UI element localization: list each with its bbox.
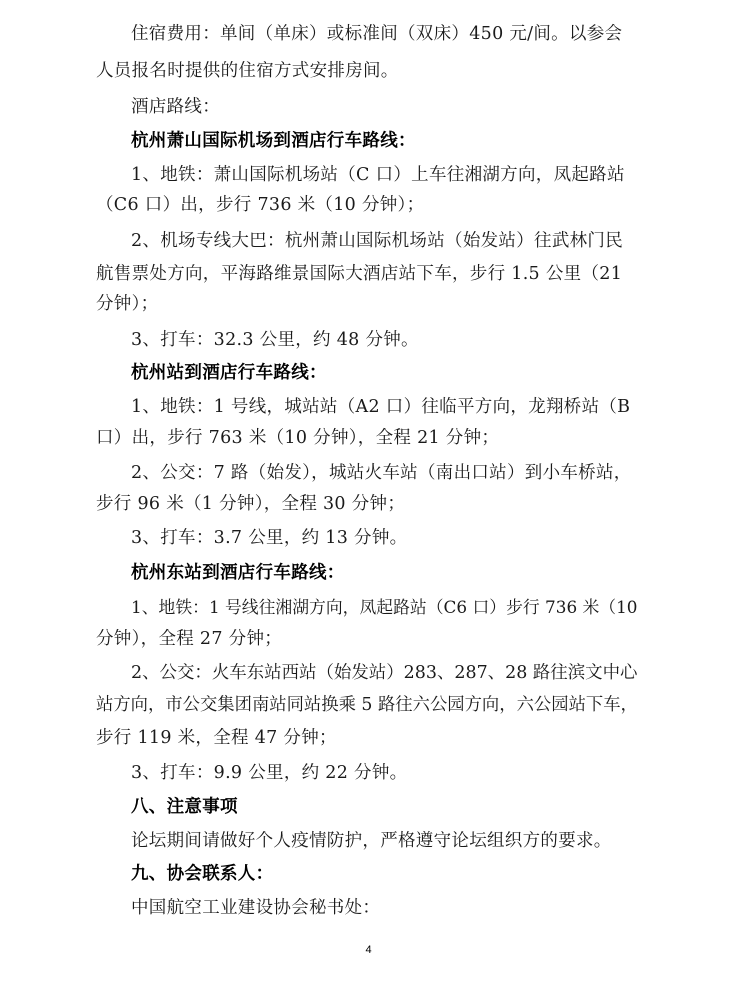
airport-route-shuttle-bus-cont: 航售票处方向，平海路维景国际大酒店站下车，步行 1.5 公里（21 bbox=[96, 264, 623, 284]
east-station-route-bus-cont2: 步行 119 米，全程 47 分钟； bbox=[96, 728, 337, 748]
station-route-bus-cont: 步行 96 米（1 分钟），全程 30 分钟； bbox=[96, 494, 406, 514]
section-heading-contacts: 九、协会联系人： bbox=[131, 864, 274, 884]
hotel-route-label: 酒店路线： bbox=[131, 97, 220, 117]
station-route-metro-cont: 口）出，步行 763 米（10 分钟），全程 21 分钟； bbox=[96, 428, 500, 448]
station-route-taxi: 3、打车：3.7 公里，约 13 分钟。 bbox=[131, 528, 408, 548]
east-station-route-metro-cont: 分钟），全程 27 分钟； bbox=[96, 629, 283, 649]
airport-route-shuttle-bus-cont2: 分钟）； bbox=[96, 294, 159, 314]
section-heading-airport: 杭州萧山国际机场到酒店行车路线： bbox=[131, 131, 416, 151]
east-station-route-bus: 2、公交：火车东站西站（始发站）283、287、28 路往滨文中心 bbox=[131, 663, 638, 683]
station-route-bus: 2、公交：7 路（始发），城站火车站（南出口站）到小车桥站， bbox=[131, 463, 632, 483]
station-route-metro: 1、地铁：1 号线，城站站（A2 口）往临平方向，龙翔桥站（B bbox=[131, 397, 631, 417]
section-heading-east-station: 杭州东站到酒店行车路线： bbox=[131, 563, 345, 583]
airport-route-metro: 1、地铁：萧山国际机场站（C 口）上车往湘湖方向，凤起路站 bbox=[131, 165, 625, 185]
notes-paragraph: 论坛期间请做好个人疫情防护，严格遵守论坛组织方的要求。 bbox=[131, 831, 612, 851]
page-number: 4 bbox=[365, 944, 372, 956]
airport-route-shuttle-bus: 2、机场专线大巴：杭州萧山国际机场站（始发站）往武林门民 bbox=[131, 231, 624, 251]
east-station-route-bus-cont: 站方向，市公交集团南站同站换乘 5 路往六公园方向，六公园站下车， bbox=[96, 695, 638, 715]
paragraph-accommodation-fee: 住宿费用：单间（单床）或标准间（双床）450 元/间。以参会 bbox=[131, 24, 623, 44]
paragraph-accommodation-fee-cont: 人员报名时提供的住宿方式安排房间。 bbox=[96, 61, 399, 81]
section-heading-hangzhou-station: 杭州站到酒店行车路线： bbox=[131, 363, 327, 383]
section-heading-notes: 八、注意事项 bbox=[131, 797, 238, 817]
airport-route-taxi: 3、打车：32.3 公里，约 48 分钟。 bbox=[131, 330, 419, 350]
east-station-route-taxi: 3、打车：9.9 公里，约 22 分钟。 bbox=[131, 763, 408, 783]
airport-route-metro-cont: （C6 口）出，步行 736 米（10 分钟）； bbox=[96, 195, 425, 215]
east-station-route-metro: 1、地铁：1 号线往湘湖方向，凤起路站（C6 口）步行 736 米（10 bbox=[131, 597, 638, 617]
contacts-paragraph: 中国航空工业建设协会秘书处： bbox=[131, 898, 381, 918]
